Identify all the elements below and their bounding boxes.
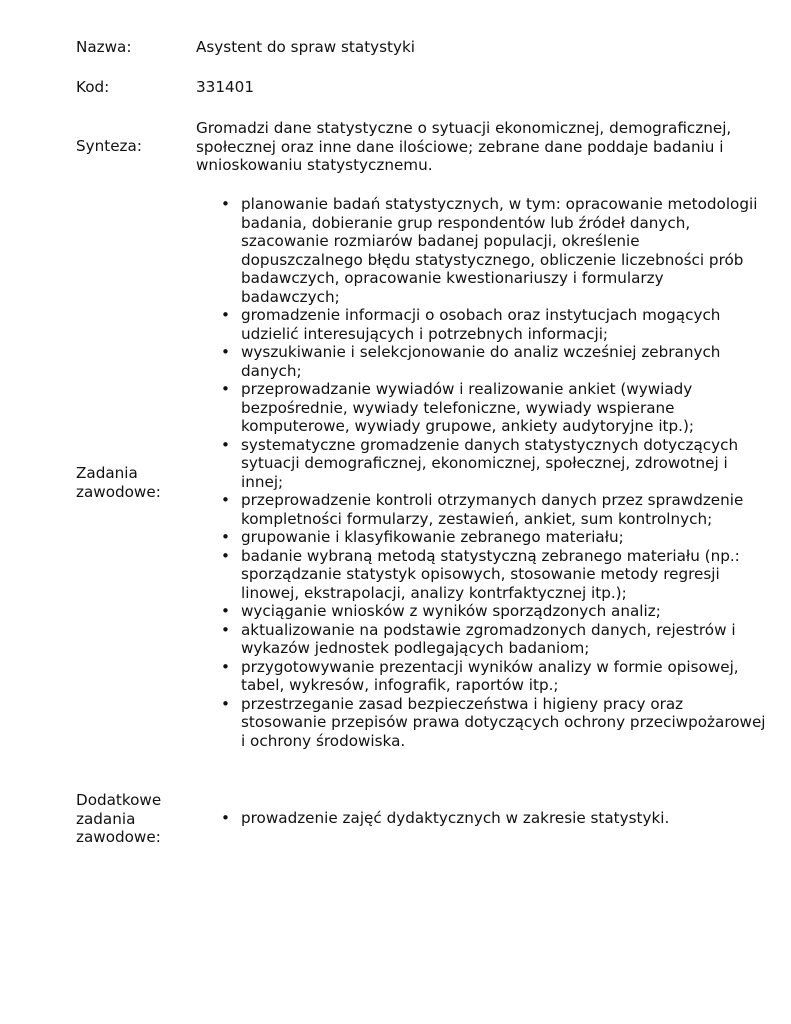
list-item: • przeprowadzanie wywiadów i realizowanie ankiet (wywiady bezpośrednie, wywiady telefoniczne, wywiady wspierane komputerowe, wywiady grupowe, ankiety audytoryjne itp.); xyxy=(196,380,766,436)
extra-tasks-label: Dodatkowe zadania zawodowe: xyxy=(76,791,162,846)
tasks-label: Zadania zawodowe: xyxy=(76,464,161,501)
list-item: • grupowanie i klasyfikowanie zebranego materiału; xyxy=(196,528,766,547)
name-value: Asystent do spraw statystyki xyxy=(196,38,416,56)
list-item: • przygotowywanie prezentacji wyników analizy w formie opisowej, tabel, wykresów, infografik, raportów itp.; xyxy=(196,658,766,695)
list-item: • wyciąganie wniosków z wyników sporządzonych analiz; xyxy=(196,602,766,621)
extra-tasks-list xyxy=(196,809,766,828)
list-item: • aktualizowanie na podstawie zgromadzonych danych, rejestrów i wykazów jednostek podlegających badaniom; xyxy=(196,621,766,658)
list-item: • badanie wybraną metodą statystyczną zebranego materiału (np.: sporządzanie statystyk opisowych, stosowanie metody regresji linowej, ekstrapolacji, analizy kontrfaktycznej itp.); xyxy=(196,547,766,603)
list-item: • wyszukiwanie i selekcjonowanie do analiz wcześniej zebranych danych; xyxy=(196,343,766,380)
list-item: • prowadzenie zajęć dydaktycznych w zakresie statystyki. xyxy=(196,809,766,828)
name-label: Nazwa: xyxy=(76,38,132,56)
list-item: • przeprowadzenie kontroli otrzymanych danych przez sprawdzenie kompletności formularzy, zestawień, ankiet, sum kontrolnych; xyxy=(196,491,766,528)
code-label: Kod: xyxy=(76,78,110,96)
tasks-list xyxy=(196,195,766,750)
code-value: 331401 xyxy=(196,78,254,96)
synthesis-value: Gromadzi dane statystyczne o sytuacji ekonomicznej, demograficznej, społecznej oraz inne dane ilościowe; zebrane dane poddaje badaniu i wnioskowaniu statystycznemu. xyxy=(196,119,732,174)
list-item: • przestrzeganie zasad bezpieczeństwa i higieny pracy oraz stosowanie przepisów prawa dotyczących ochrony przeciwpożarowej i ochrony środowiska. xyxy=(196,695,766,751)
synthesis-label: Synteza: xyxy=(76,137,142,155)
list-item: • planowanie badań statystycznych, w tym: opracowanie metodologii badania, dobieranie grup respondentów lub źródeł danych, szacowanie rozmiarów badanej populacji, określenie dopuszczalnego błędu statystycznego, obliczenie liczebności prób badawczych, opracowanie kwestionariuszy i formularzy badawczych; xyxy=(196,195,766,306)
list-item: • systematyczne gromadzenie danych statystycznych dotyczących sytuacji demograficznej, ekonomicznej, społecznej, zdrowotnej i innej; xyxy=(196,436,766,492)
list-item: • gromadzenie informacji o osobach oraz instytucjach mogących udzielić interesujących i potrzebnych informacji; xyxy=(196,306,766,343)
